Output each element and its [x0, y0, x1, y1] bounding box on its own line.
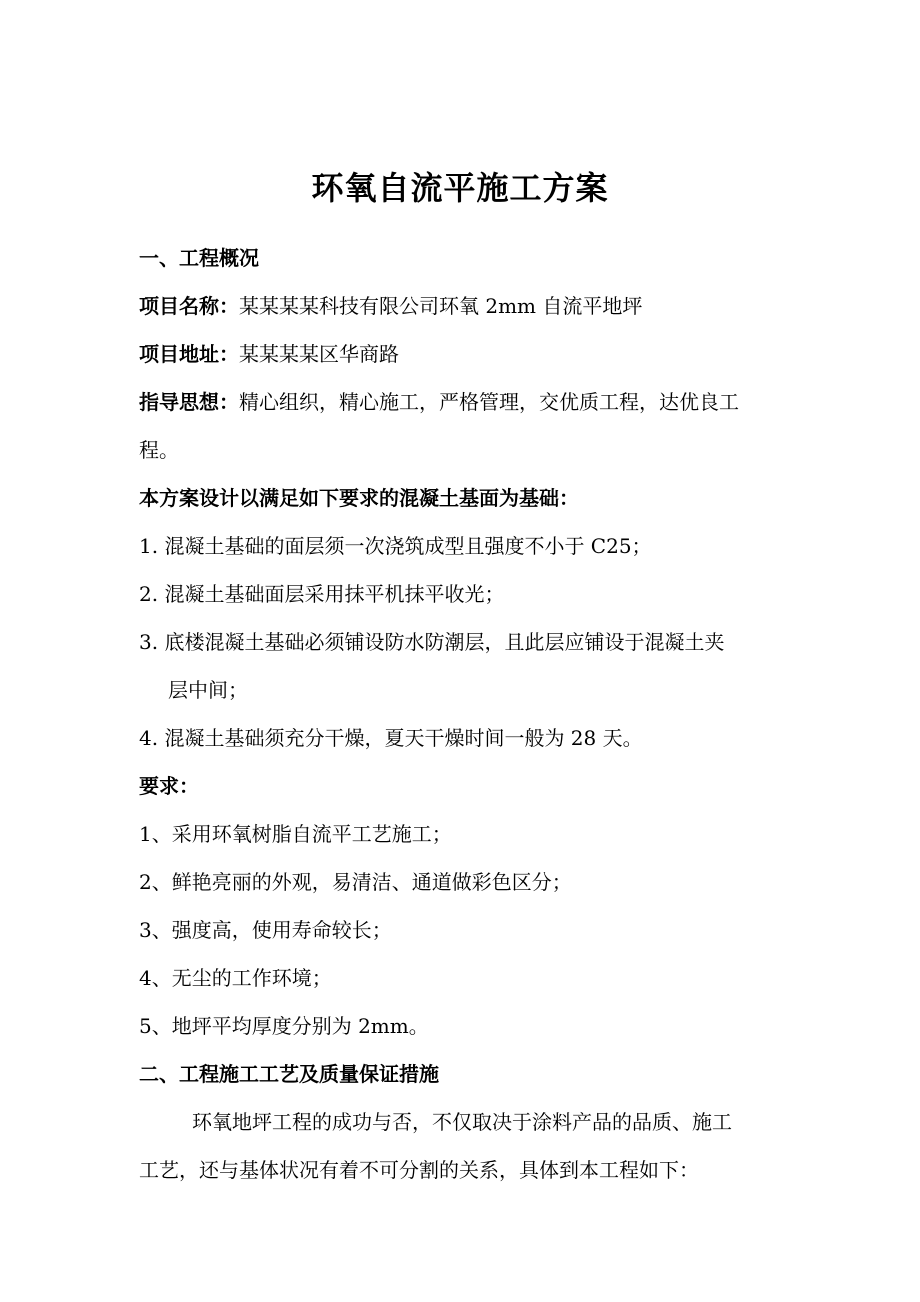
guiding-principle-label: 指导思想：: [139, 390, 239, 414]
project-address-label: 项目地址：: [139, 342, 239, 366]
requirement-item: 5、地坪平均厚度分别为 2mm。: [139, 1014, 429, 1038]
guiding-principle-value: 精心组织，精心施工，严格管理，交优质工程，达优良工: [239, 390, 739, 414]
project-address-line: [139, 338, 789, 370]
section2-paragraph-line: 环氧地坪工程的成功与否，不仅取决于涂料产品的品质、施工: [192, 1110, 732, 1134]
guiding-principle-continuation: 程。: [139, 438, 179, 462]
guiding-principle-line: [139, 386, 789, 418]
requirements-heading: 要求：: [139, 774, 199, 798]
requirement-item: 1、采用环氧树脂自流平工艺施工；: [139, 822, 452, 846]
section2-heading: 二、工程施工工艺及质量保证措施: [139, 1062, 439, 1086]
project-name-label: 项目名称：: [139, 294, 239, 318]
condition-item-continuation: 层中间；: [168, 678, 248, 702]
condition-item: 3. 底楼混凝土基础必须铺设防水防潮层，且此层应铺设于混凝土夹: [139, 630, 725, 654]
condition-item: 1. 混凝土基础的面层须一次浇筑成型且强度不小于 C25；: [139, 534, 652, 558]
basis-heading: 本方案设计以满足如下要求的混凝土基面为基础：: [139, 486, 579, 510]
project-name-value: 某某某某科技有限公司环氧 2mm 自流平地坪: [239, 294, 643, 318]
requirement-item: 2、鲜艳亮丽的外观，易清洁、通道做彩色区分；: [139, 870, 572, 894]
requirement-item: 3、强度高，使用寿命较长；: [139, 918, 392, 942]
requirement-item: 4、无尘的工作环境；: [139, 966, 332, 990]
condition-item: 4. 混凝土基础须充分干燥，夏天干燥时间一般为 28 天。: [139, 726, 643, 750]
project-address-value: 某某某某区华商路: [239, 342, 399, 366]
project-name-line: [139, 290, 789, 322]
condition-item: 2. 混凝土基础面层采用抹平机抹平收光；: [139, 582, 505, 606]
section1-heading: 一、工程概况: [139, 246, 259, 270]
document-title: 环氧自流平施工方案: [311, 169, 609, 207]
section2-paragraph-line: 工艺，还与基体状况有着不可分割的关系，具体到本工程如下：: [139, 1158, 699, 1182]
